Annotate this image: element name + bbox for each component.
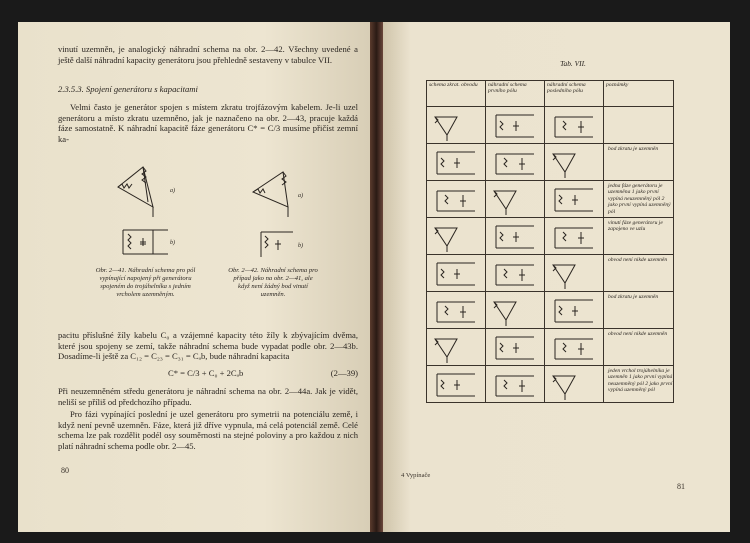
schematic-cell: [486, 255, 545, 292]
figure-2-41: [108, 162, 188, 267]
circuit-schematic: [486, 329, 544, 365]
note-cell: bod zkratu je uzemněn: [604, 144, 674, 181]
circuit-schematic: [427, 292, 485, 328]
page-number-left: 80: [61, 466, 69, 475]
circuit-schematic: [427, 366, 485, 402]
paragraph-intro: vinutí uzemněn, je analogický náhradní schema na obr. 2—42. Všechny uvedené a ještě další náhradní kapacity generátoru jsou přehledně sestaveny v tabulce VII.: [58, 44, 358, 65]
paragraph-last-pole: Pro fázi vypínající poslední je uzel generátoru pro symetrii na potenciálu země, i když není pevně uzemněn. Fáze, která již dříve vypnula, má celá potenciál země. Celé schema lze pak rozdělit podél osy souměrnosti na stejné poloviny a pro každou z nich platí náhradní schema podle obr. 2—45.: [58, 409, 358, 451]
header-first-pole: náhradní schema prvního pólu: [486, 81, 545, 107]
paragraph-ungrounded: Při neuzemněném středu generátoru je náhradní schema na obr. 2—44a. Jak je vidět, neliší se příliš od předchozího případu.: [58, 386, 358, 407]
circuit-schematic: [427, 255, 485, 291]
table-row: [427, 255, 674, 292]
schematic-cell: [427, 107, 486, 144]
label-b-left: b): [170, 240, 175, 246]
note-cell: bod zkratu je uzemněn: [604, 292, 674, 329]
schematic-cell: [427, 181, 486, 218]
left-page: [18, 22, 370, 532]
schematic-cell: [545, 181, 604, 218]
schematic-cell: [427, 144, 486, 181]
table-row: [427, 218, 674, 255]
table-row: [427, 181, 674, 218]
note-cell: obvod není nikde uzemněn: [604, 329, 674, 366]
schematic-cell: [486, 181, 545, 218]
footer-chapter: 4 Vypínače: [401, 472, 431, 479]
circuit-schematic: [486, 292, 544, 328]
table-header-row: [427, 81, 674, 107]
schematic-cell: [427, 292, 486, 329]
schematic-cell: [486, 329, 545, 366]
circuit-schematic: [486, 144, 544, 180]
circuit-schematic: [427, 181, 485, 217]
label-b-right: b): [298, 243, 303, 249]
table-row: [427, 107, 674, 144]
paragraph-cable: Velmi často je generátor spojen s místem zkratu trojfázovým kabelem. Je-li uzel generátoru a místo zkratu uzemněno, jak je naznačeno na obr. 2—43, pracuje každá fáze samostatně. K náhradní kapacitě fáze generátoru C* = C/3 musíme přičíst zemní ka-: [58, 102, 358, 144]
table-title: Tab. VII.: [560, 59, 586, 68]
schematic-cell: [486, 107, 545, 144]
circuit-schematic: [427, 329, 485, 365]
equation-2-39: C* = C/3 + C₀ + 2Cₐb: [168, 368, 244, 378]
schematic-cell: [427, 366, 486, 403]
table-row: [427, 292, 674, 329]
header-last-pole: náhradní schema posledního pólu: [545, 81, 604, 107]
note-cell: [604, 107, 674, 144]
circuit-schematic: [486, 107, 544, 143]
circuit-schematic: [427, 218, 485, 254]
header-circuit: schema zkrat. obvodu: [427, 81, 486, 107]
circuit-schematic: [545, 255, 603, 291]
equation-number: (2—39): [330, 368, 358, 378]
schematic-cell: [427, 329, 486, 366]
table-row: [427, 144, 674, 181]
note-cell: jeden vrchol trojúhelníka je uzemněn 1 jako první vypíná neuzemněný pól 2 jako první vypíná uzemněný pól: [604, 366, 674, 403]
note-cell: vinutí fáze generátoru je zapojeno ve uzlu: [604, 218, 674, 255]
circuit-schematic: [486, 181, 544, 217]
caption-2-41: Obr. 2—41. Náhradní schema pro pól vypínající napojený při generátoru spojeném do trojúhelníka s jedním vrcholem uzemněným.: [95, 267, 196, 298]
circuit-schematic: [545, 366, 603, 402]
schematic-cell: [545, 329, 604, 366]
table-row: [427, 329, 674, 366]
note-cell: obvod není nikde uzemněn: [604, 255, 674, 292]
schematic-cell: [545, 107, 604, 144]
schematic-cell: [427, 218, 486, 255]
circuit-schematic: [545, 181, 603, 217]
circuit-schematic: [545, 329, 603, 365]
right-page: [383, 22, 730, 532]
table-vii: [426, 80, 674, 403]
section-heading: 2.3.5.3. Spojení generátoru s kapacitami: [58, 84, 198, 94]
schematic-cell: [545, 218, 604, 255]
label-a-left: a): [170, 188, 175, 194]
circuit-schematic: [545, 144, 603, 180]
schematic-cell: [545, 292, 604, 329]
caption-2-42: Obr. 2—42. Náhradní schema pro případ jako na obr. 2—41, ale když není žádný bod vinutí uzemněn.: [228, 267, 318, 298]
label-a-right: a): [298, 193, 303, 199]
circuit-schematic: [545, 107, 603, 143]
schematic-cell: [545, 144, 604, 181]
header-notes: poznámky: [604, 81, 674, 107]
page-number-right: 81: [677, 482, 685, 491]
circuit-schematic: [427, 107, 485, 143]
circuit-schematic: [486, 255, 544, 291]
schematic-cell: [486, 218, 545, 255]
circuit-schematic: [545, 292, 603, 328]
schematic-cell: [486, 292, 545, 329]
circuit-schematic: [427, 144, 485, 180]
schematic-cell: [486, 144, 545, 181]
paragraph-capacitance: pacitu příslušné žíly kabelu C₀ a vzájemné kapacity této žíly k zbývajícím dvěma, které jsou spojeny se zemí, takže náhradní schema bude vypadat podle obr. 2—43b. Dosadíme-li ještě za C₁₂ = C₂₃ = C₃₁ = Cₐb, bude náhradní kapacita: [58, 330, 358, 362]
schematic-cell: [427, 255, 486, 292]
table-row: [427, 366, 674, 403]
circuit-schematic: [486, 218, 544, 254]
schematic-cell: [486, 366, 545, 403]
circuit-schematic: [545, 218, 603, 254]
note-cell: jedna fáze generátoru je uzemněna 1 jako první vypíná neuzemněný pól 2 jako první vypíná uzemněný pól: [604, 181, 674, 218]
schematic-cell: [545, 255, 604, 292]
schematic-cell: [545, 366, 604, 403]
book-spine: [370, 22, 383, 532]
circuit-schematic: [486, 366, 544, 402]
figure-2-42: [233, 162, 313, 267]
